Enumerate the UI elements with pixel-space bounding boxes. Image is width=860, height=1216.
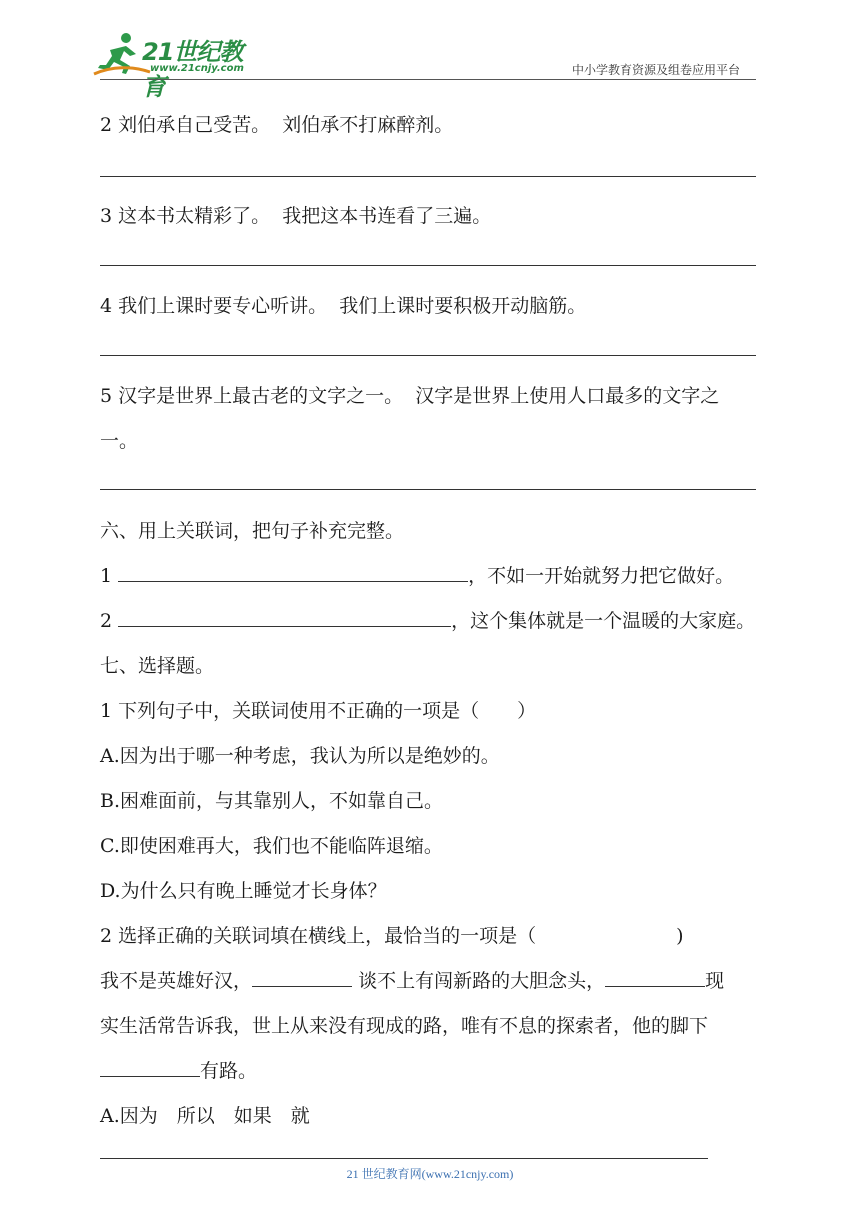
q1-option-a[interactable]: A.因为出于哪一种考虑，我认为所以是绝妙的。	[100, 745, 500, 767]
answer-line[interactable]	[100, 355, 756, 356]
sentence-1: 我们上课时要专心听讲。	[118, 295, 328, 317]
logo-url: www.21cnjy.com	[150, 63, 244, 74]
item-number: 3	[100, 205, 113, 227]
passage-text: 现	[705, 970, 725, 992]
header-divider	[100, 79, 756, 80]
page-header	[0, 0, 860, 101]
fill-blank[interactable]	[100, 1058, 200, 1077]
passage-text: 有路。	[200, 1060, 258, 1082]
logo-wordmark: 21世纪教育	[142, 38, 243, 101]
sentence-1: 这本书太精彩了。	[118, 205, 271, 227]
passage-text: 谈不上有闯新路的大胆念头，	[358, 970, 606, 992]
sentence-2: 刘伯承不打麻醉剂。	[282, 114, 454, 136]
fill-blank[interactable]	[252, 968, 352, 987]
sentence-rest: ，这个集体就是一个温暖的大家庭。	[451, 610, 756, 632]
q2-stem	[100, 921, 684, 948]
q2-passage-line-3	[100, 1056, 257, 1083]
q2-passage-line-1	[100, 966, 724, 993]
sentence-rest: ，不如一开始就努力把它做好。	[468, 565, 735, 587]
q1-option-c[interactable]: C.即使困难再大，我们也不能临阵退缩。	[100, 835, 443, 857]
s5-item-5	[100, 381, 719, 408]
q1-option-d[interactable]: D.为什么只有晚上睡觉才长身体？	[100, 880, 387, 902]
fill-blank[interactable]	[605, 968, 705, 987]
answer-line[interactable]	[100, 176, 756, 177]
section-7-title: 七、选择题。	[100, 655, 215, 677]
q2-option-a[interactable]: A.因为 所以 如果 就	[100, 1105, 310, 1127]
sentence-1: 汉字是世界上最古老的文字之一。	[118, 385, 404, 407]
s5-item-5-wrap: 一。	[100, 430, 139, 452]
fill-blank[interactable]	[118, 608, 451, 627]
s5-item-4	[100, 291, 586, 318]
item-number: 4	[100, 295, 113, 317]
item-number: 5	[100, 385, 113, 407]
footer-site-link[interactable]: 21 世纪教育网(www.21cnjy.com)	[346, 1167, 514, 1181]
q2-stem-close: )	[676, 925, 684, 947]
item-number: 1	[100, 565, 113, 587]
section-6-title: 六、用上关联词，把句子补充完整。	[100, 520, 405, 542]
q1-stem: 1 下列句子中，关联词使用不正确的一项是（ ）	[100, 700, 537, 722]
passage-text: 我不是英雄好汉，	[100, 970, 253, 992]
sentence-2: 我把这本书连看了三遍。	[282, 205, 492, 227]
answer-line[interactable]	[100, 265, 756, 266]
s6-item-1	[100, 561, 734, 588]
item-number: 2	[100, 610, 113, 632]
footer-divider	[100, 1158, 708, 1159]
item-number: 2	[100, 114, 113, 136]
q2-passage-line-2: 实生活常告诉我，世上从来没有现成的路，唯有不息的探索者，他的脚下	[100, 1015, 709, 1037]
header-platform-name: 中小学教育资源及组卷应用平台	[572, 63, 741, 77]
site-logo[interactable]	[92, 30, 257, 101]
sentence-1: 刘伯承自己受苦。	[118, 114, 271, 136]
s6-item-2	[100, 606, 755, 633]
q2-stem-text: 2 选择正确的关联词填在横线上，最恰当的一项是（	[100, 925, 537, 947]
fill-blank[interactable]	[118, 563, 468, 582]
sentence-2: 我们上课时要积极开动脑筋。	[339, 295, 587, 317]
sentence-2: 汉字是世界上使用人口最多的文字之	[415, 385, 720, 407]
s5-item-2	[100, 110, 453, 137]
answer-line[interactable]	[100, 489, 756, 490]
s5-item-3	[100, 201, 491, 228]
q1-option-b[interactable]: B.困难面前，与其靠别人，不如靠自己。	[100, 790, 444, 812]
